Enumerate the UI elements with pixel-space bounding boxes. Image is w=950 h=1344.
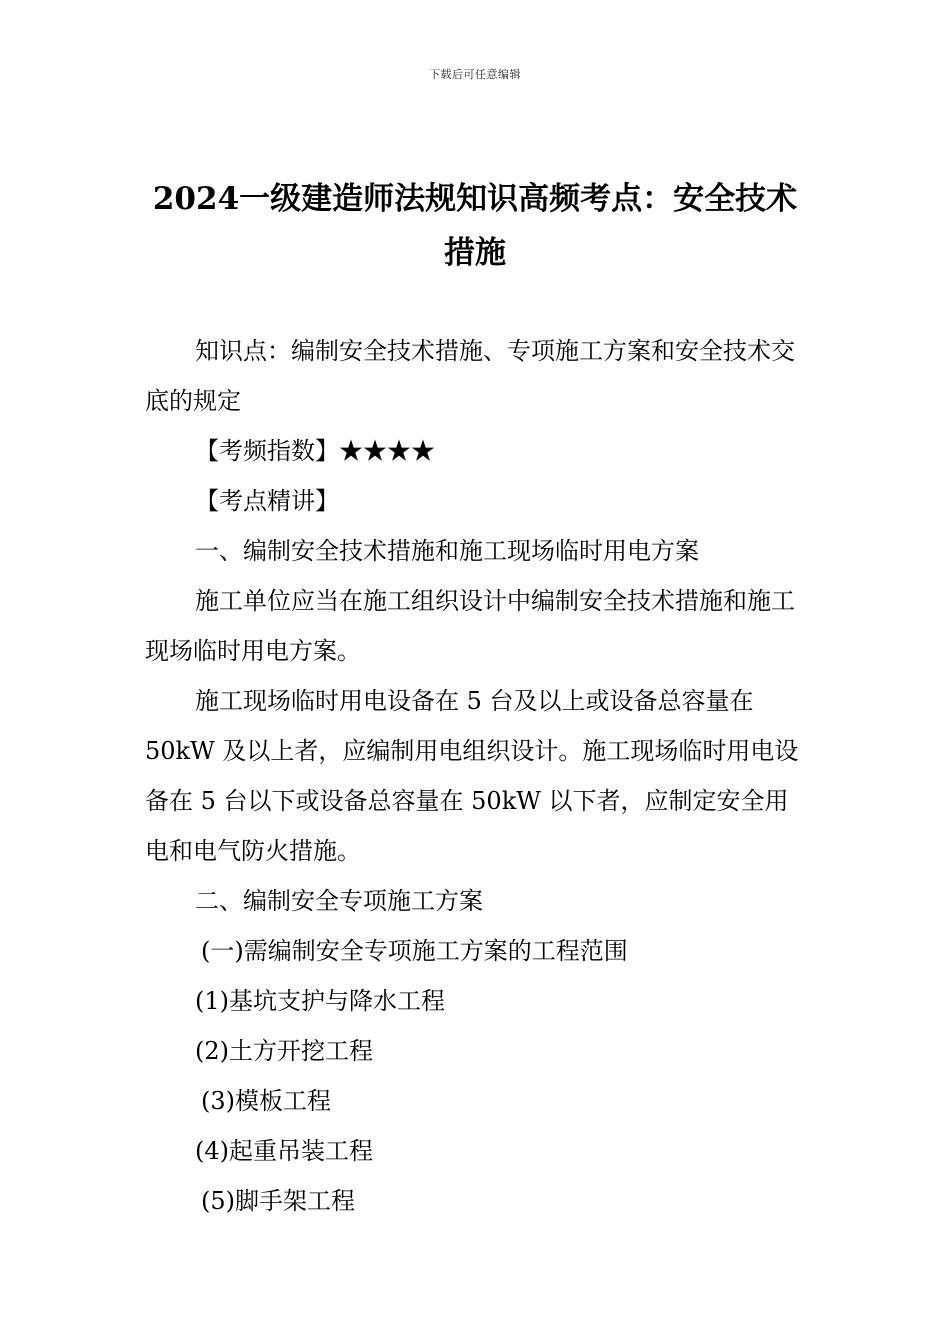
frequency-label: 【考频指数】 bbox=[195, 437, 339, 465]
knowledge-point-paragraph: 知识点：编制安全技术措施、专项施工方案和安全技术交底的规定 bbox=[145, 337, 795, 415]
list-item: (1)基坑支护与降水工程 bbox=[195, 987, 445, 1015]
explain-label: 【考点精讲】 bbox=[195, 487, 339, 515]
document-title: 2024一级建造师法规知识高频考点：安全技术措施 bbox=[152, 181, 798, 271]
frequency-stars: ★★★★ bbox=[339, 437, 435, 465]
section-2-heading: 二、编制安全专项施工方案 bbox=[195, 887, 483, 915]
list-item: (4)起重吊装工程 bbox=[195, 1137, 373, 1165]
section-1-heading: 一、编制安全技术措施和施工现场临时用电方案 bbox=[195, 537, 699, 565]
list-item: (3)模板工程 bbox=[201, 1087, 331, 1115]
document-body bbox=[145, 326, 807, 1226]
list-item: (2)土方开挖工程 bbox=[195, 1037, 373, 1065]
section-1-paragraph-2: 施工现场临时用电设备在 5 台及以上或设备总容量在 50kW 及以上者，应编制用电组织设计。施工现场临时用电设备在 5 台以下或设备总容量在 50kW 以下者，应制定安全用电和电气防火措施。 bbox=[145, 687, 799, 865]
header-note: 下载后可任意编辑 bbox=[429, 68, 521, 81]
subsection-1-heading: (一)需编制安全专项施工方案的工程范围 bbox=[201, 937, 628, 965]
section-1-paragraph-1: 施工单位应当在施工组织设计中编制安全技术措施和施工现场临时用电方案。 bbox=[145, 587, 795, 665]
list-item: (5)脚手架工程 bbox=[201, 1187, 355, 1215]
frequency-line bbox=[145, 426, 807, 476]
